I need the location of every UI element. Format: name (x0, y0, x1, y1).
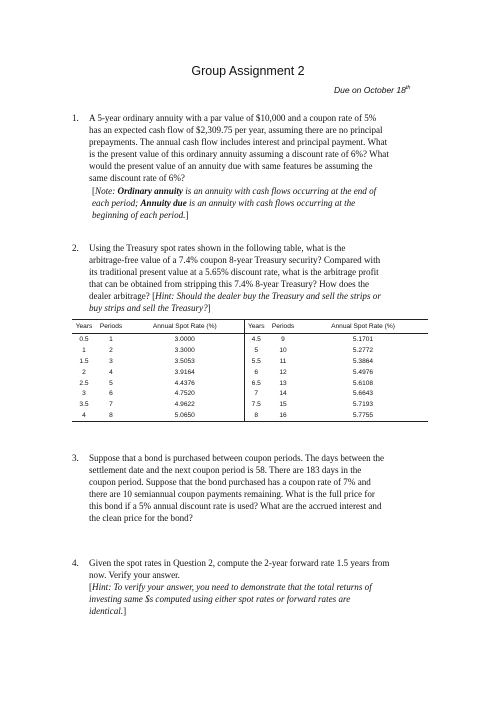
note-close-bracket: ] (185, 209, 189, 220)
table-cell: 14 (279, 390, 287, 398)
table-cell: 5.2772 (352, 346, 374, 354)
table-header-cell: Annual Spot Rate (%) (126, 320, 244, 334)
table-cell: 5.0650 (126, 410, 244, 421)
table-cell: 6.5 (244, 378, 268, 389)
table-header-row (72, 320, 428, 334)
question-1-line: would the present value of an annuity due with same features be assuming the (89, 161, 373, 172)
question-4-number: 4. (72, 558, 79, 568)
question-3-number: 3. (72, 453, 79, 463)
question-1-note-line (89, 185, 427, 197)
note-text: beginning of each period. (92, 209, 186, 220)
question-2-line (89, 302, 427, 314)
hint-close-bracket: ] (123, 606, 127, 617)
table-cell: 3.5 (79, 401, 89, 409)
question-1-line: A 5-year ordinary annuity with a par value of $10,000 and a coupon rate of 5% (89, 113, 377, 123)
table-cell: 15 (279, 401, 287, 409)
table-cell: 3.9164 (174, 368, 195, 376)
table-cell: 5.7755 (298, 410, 428, 421)
note-open-bracket: [ (92, 185, 96, 196)
table-cell: 2 (109, 346, 113, 354)
table-cell: 5.6643 (352, 390, 374, 398)
question-1-line: prepayments. The annual cash flow includes interest and principal payment. What (89, 137, 388, 148)
question-2-line: Using the Treasury spot rates shown in the following table, what is the (89, 243, 346, 253)
table-cell: 2.5 (79, 379, 89, 387)
table-cell: 4 (72, 410, 96, 421)
table-cell: 5.5 (244, 356, 268, 367)
question-2-line (89, 290, 427, 302)
table-cell: 1 (82, 346, 86, 354)
hint-open-bracket: [ (89, 582, 93, 593)
question-2-line: arbitrage-free value of a 7.4% coupon 8-year Treasury security? Compared with (89, 255, 381, 266)
question-1-note-line (89, 209, 427, 221)
table-cell: 16 (268, 410, 298, 421)
table-cell: 4 (109, 368, 113, 376)
note-term-ordinary-annuity: Ordinary annuity (117, 185, 183, 196)
spot-rate-table (72, 319, 428, 422)
table-row (72, 410, 428, 421)
question-4-text (89, 557, 427, 617)
question-3-line: coupon period. Suppose that the bond purchased has a coupon rate of 7% and (89, 477, 371, 488)
table-cell: 3.0000 (174, 335, 195, 343)
question-3-line: Suppose that a bond is purchased between coupon periods. The days between the (89, 453, 385, 463)
table-cell: 5.4976 (352, 368, 374, 376)
table-cell: 7 (244, 388, 268, 399)
question-2-hint: Hint: Should the dealer buy the Treasury and sell the strips or (155, 291, 381, 302)
table-cell: 0.5 (79, 335, 89, 343)
table-cell: 5.1701 (352, 335, 374, 343)
note-label: Note: (95, 185, 118, 196)
due-date (334, 85, 410, 95)
table-row (72, 356, 428, 367)
table-cell: 6 (244, 367, 268, 378)
table-row (72, 367, 428, 378)
question-1-note-line (89, 197, 427, 209)
table-cell: 4.4376 (174, 379, 195, 387)
question-2-line: its traditional present value at a 5.65% discount rate, what is the arbitrage profit (89, 267, 379, 278)
table-row (72, 388, 428, 399)
table-cell: 3.5053 (174, 357, 195, 365)
table-cell: 1.5 (79, 357, 89, 365)
question-3-line: there are 10 semiannual coupon payments remaining. What is the full price for (89, 489, 375, 500)
question-1-line: has an expected cash flow of $2,309.75 per year, assuming there are no principal (89, 125, 383, 136)
question-2-hint: buy strips and sell the Treasury? (89, 303, 208, 314)
table-cell: 9 (281, 335, 285, 343)
question-2-line: that can be obtained from stripping this 7.4% 8-year Treasury? How does the (89, 279, 370, 290)
table-row (72, 399, 428, 410)
table-row (72, 378, 428, 389)
table-cell: 5 (109, 379, 113, 387)
table-cell: 4.7520 (174, 390, 195, 398)
question-2-number: 2. (72, 243, 79, 253)
table-header-cell: Years (244, 320, 268, 334)
question-3-text (89, 452, 427, 525)
question-3-line: this bond if a 5% annual discount rate is used? What are the accrued interest and (89, 501, 382, 512)
table-cell: 3 (109, 357, 113, 365)
question-3-line: settlement date and the next coupon period is 58. There are 183 days in the (89, 465, 362, 476)
question-2-text-plain: dealer arbitrage? [ (89, 291, 156, 302)
table-cell: 11 (279, 357, 287, 365)
question-4-line: Given the spot rates in Question 2, compute the 2-year forward rate 1.5 years from (89, 558, 390, 568)
table-cell: 8 (244, 410, 268, 421)
note-text: each period; (92, 197, 141, 208)
table-header-cell: Periods (268, 320, 298, 334)
due-date-suffix: th (405, 85, 411, 91)
question-4-hint-line (89, 581, 427, 593)
table-cell: 7 (109, 401, 113, 409)
question-1-line: is the present value of this ordinary annuity assuming a discount rate of 6%? What (89, 149, 389, 160)
table-cell: 10 (279, 346, 287, 354)
table-row (72, 345, 428, 356)
question-4-hint-line (89, 605, 427, 617)
note-text: is an annuity with cash flows occurring at the end of (182, 185, 377, 196)
table-cell: 4.9622 (174, 401, 195, 409)
table-cell: 7.5 (244, 399, 268, 410)
table-cell: 5.7193 (352, 401, 374, 409)
note-term-annuity-due: Annuity due (140, 197, 187, 208)
note-text: is an annuity with cash flows occurring at the (186, 197, 356, 208)
table-header-cell: Periods (96, 320, 126, 334)
table-cell: 2 (82, 368, 86, 376)
table-cell: 6 (109, 390, 113, 398)
question-2-text (89, 242, 427, 315)
question-2-hint-close: ] (207, 303, 211, 314)
table-cell: 3.3000 (174, 346, 195, 354)
table-row (72, 334, 428, 345)
question-4-hint: Hint: To verify your answer, you need to demonstrate that the total returns of (92, 582, 372, 593)
table-cell: 3 (82, 390, 86, 398)
table-cell: 5.3864 (352, 357, 374, 365)
question-4-line: now. Verify your answer. (89, 570, 180, 581)
question-1-text (89, 112, 427, 221)
due-date-text: Due on October 18 (334, 85, 406, 95)
table-cell: 5 (244, 345, 268, 356)
table-cell: 8 (96, 410, 126, 421)
table-header-cell: Annual Spot Rate (%) (298, 320, 428, 334)
question-4-hint-line: investing same $s computed using either spot rates or forward rates are (89, 594, 351, 605)
question-1-line: same discount rate of 6%? (89, 173, 185, 184)
question-3-line: the clean price for the bond? (89, 513, 193, 524)
table-cell: 13 (279, 379, 287, 387)
question-4-hint: identical. (89, 606, 124, 617)
table-cell: 4.5 (244, 334, 268, 345)
table-header-cell: Years (72, 320, 96, 334)
table-cell: 5.6108 (352, 379, 374, 387)
page-title: Group Assignment 2 (191, 64, 305, 78)
table-cell: 12 (279, 368, 287, 376)
question-1-number: 1. (72, 113, 79, 123)
table-cell: 1 (109, 335, 113, 343)
